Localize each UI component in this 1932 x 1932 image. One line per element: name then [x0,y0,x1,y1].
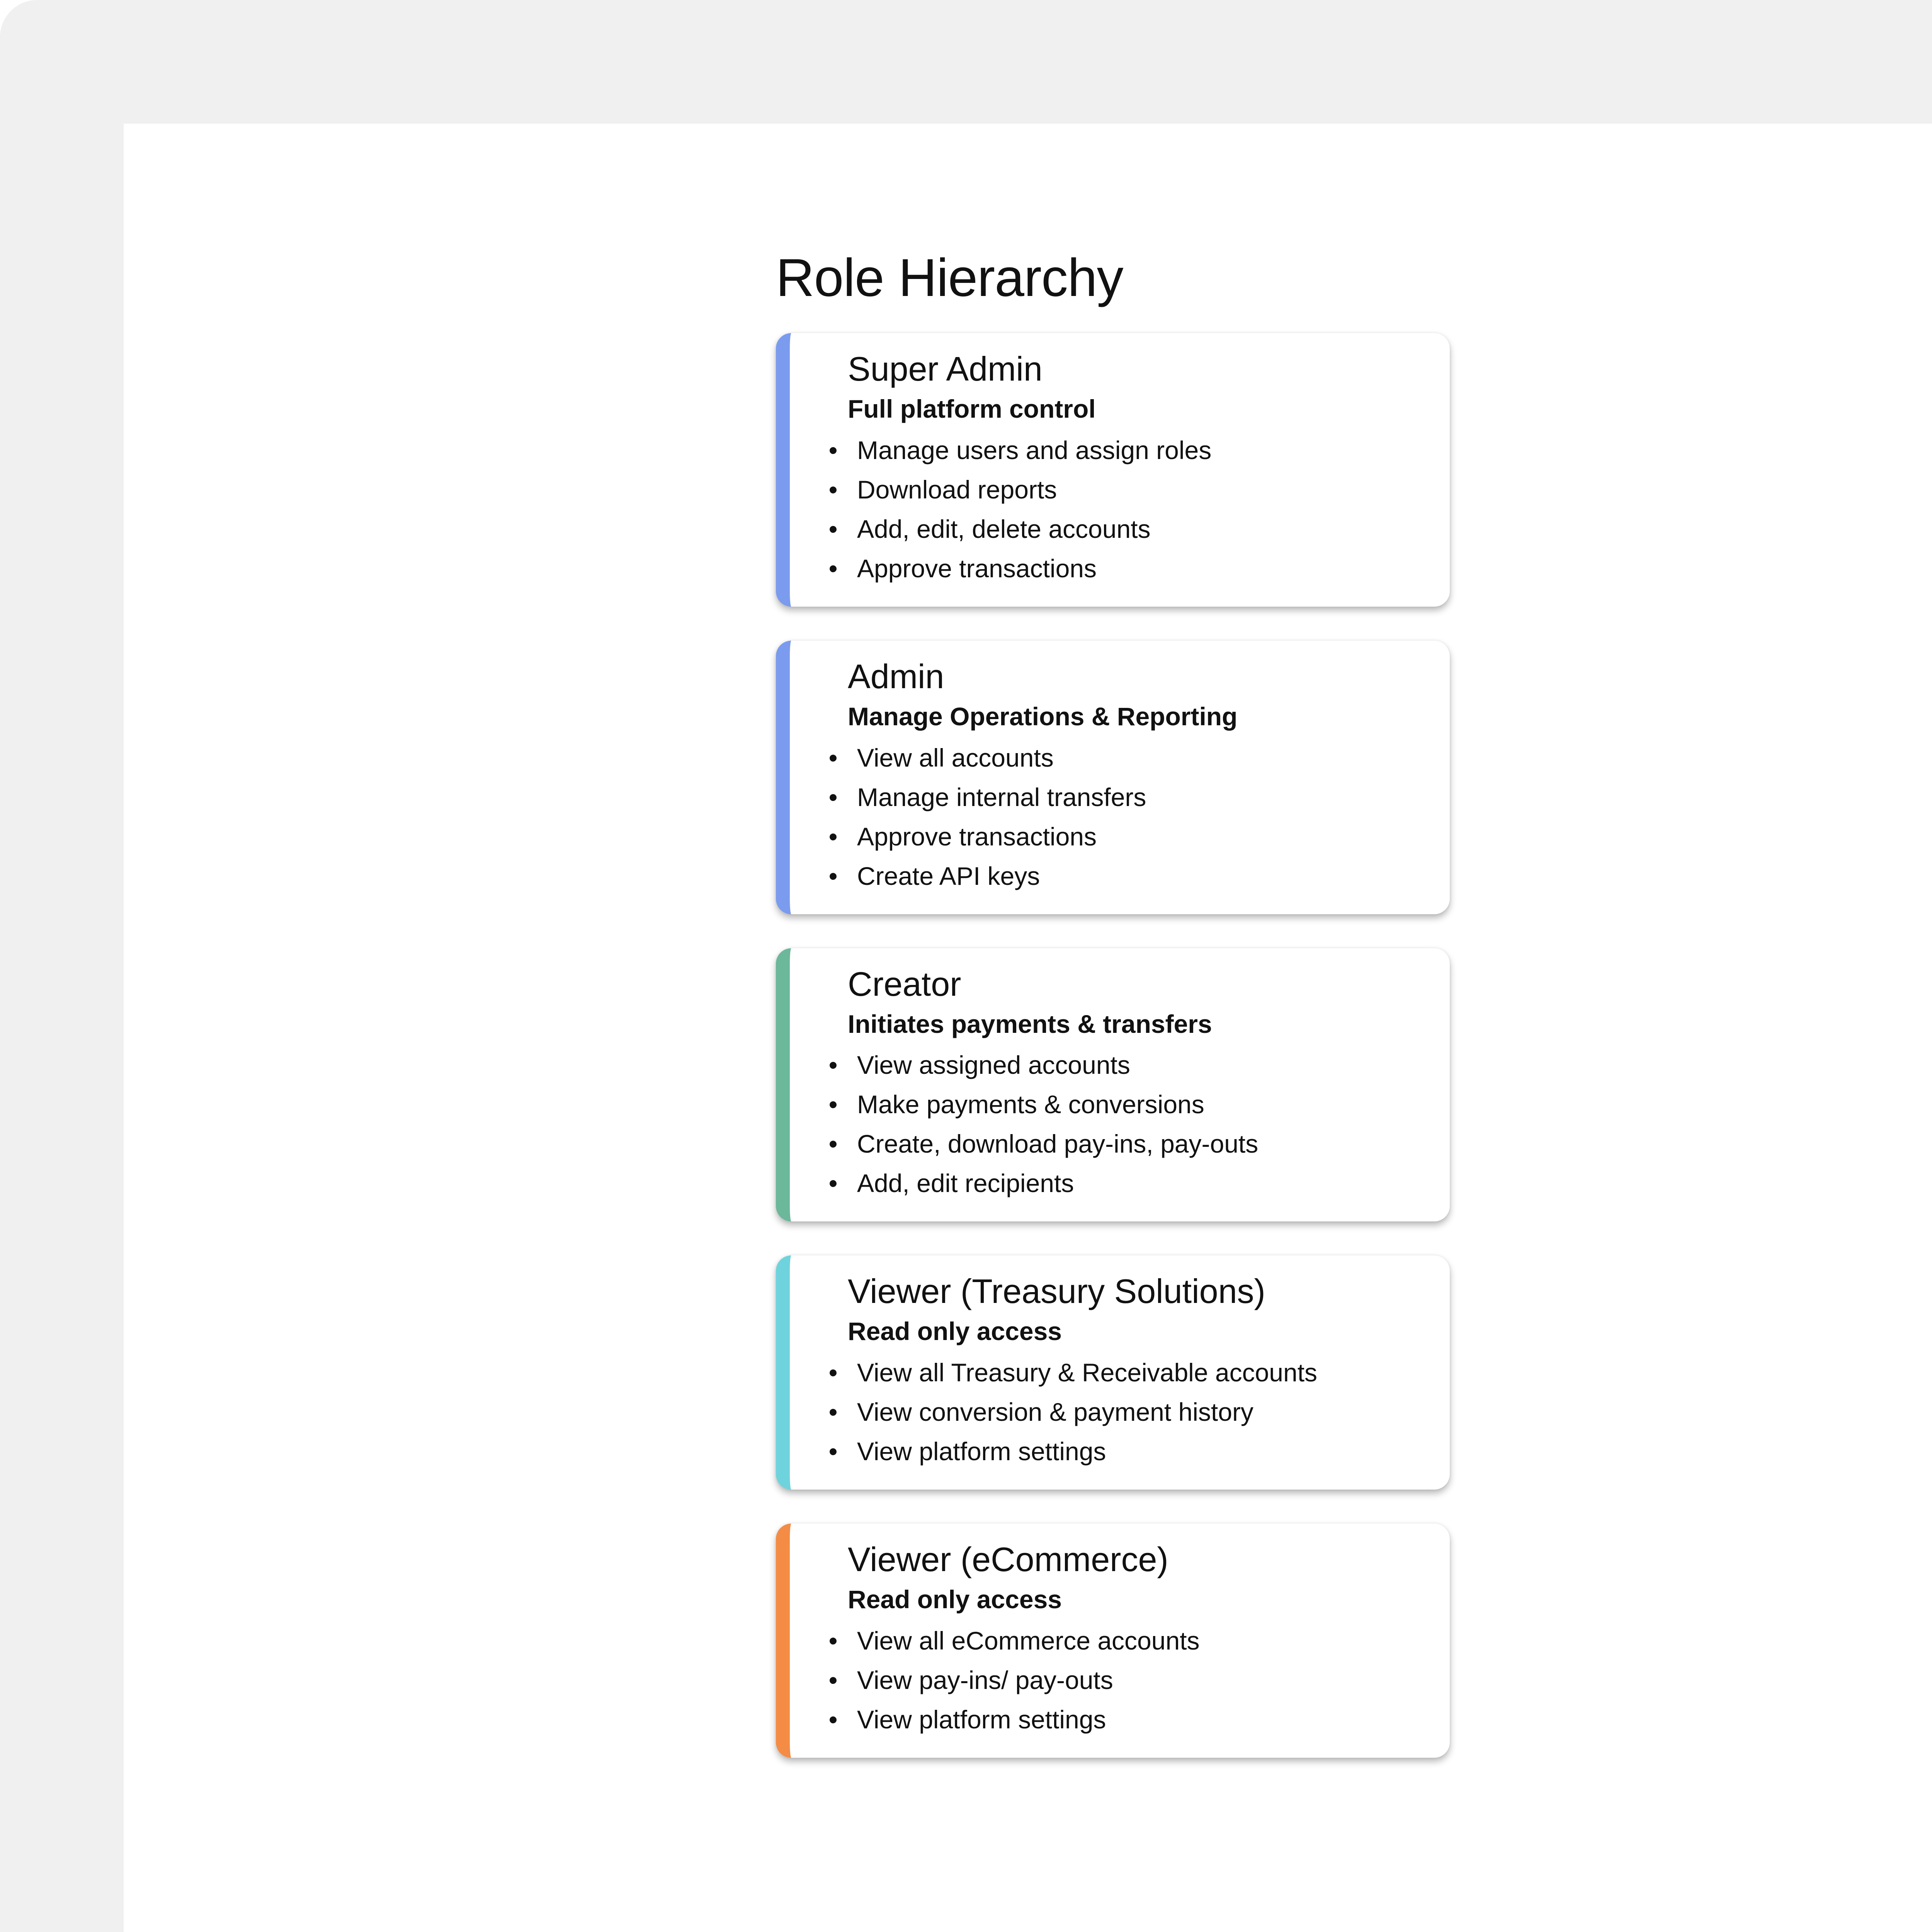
permission-item [828,430,1427,470]
permission-item [828,1621,1427,1660]
bullet-icon: • [828,782,838,811]
role-card-viewer-ecommerce [776,1524,1450,1758]
permission-list [828,1353,1427,1471]
permission-item [828,1392,1427,1432]
permission-text: View assigned accounts [857,1051,1130,1080]
permission-item [828,1085,1427,1124]
permission-item [828,1700,1427,1739]
role-subtitle: Read only access [848,1317,1062,1346]
role-subtitle: Initiates payments & transfers [848,1009,1212,1038]
bullet-icon: • [828,1090,838,1119]
permission-item [828,1660,1427,1700]
bullet-icon: • [828,1129,838,1158]
permission-item [828,817,1427,856]
permission-item [828,509,1427,549]
permission-text: View all eCommerce accounts [857,1626,1200,1655]
bullet-icon: • [828,1705,838,1734]
permission-list [828,1045,1427,1203]
permission-text: View platform settings [857,1705,1106,1734]
permission-text: View all Treasury & Receivable accounts [857,1358,1318,1387]
permission-text: Manage users and assign roles [857,435,1212,464]
bullet-icon: • [828,1626,838,1655]
bullet-icon: • [828,554,838,583]
permission-text: Add, edit, delete accounts [857,514,1151,543]
permission-item [828,1353,1427,1392]
bullet-icon: • [828,1169,838,1198]
page-title: Role Hierarchy [776,248,1123,308]
permission-text: Approve transactions [857,554,1097,583]
role-subtitle: Manage Operations & Reporting [848,702,1238,731]
role-name: Viewer (Treasury Solutions) [848,1272,1265,1311]
role-card-admin [776,641,1450,914]
permission-list [828,430,1427,588]
role-subtitle: Read only access [848,1585,1062,1614]
role-hierarchy-panel [776,248,1450,1792]
permission-text: View all accounts [857,743,1054,772]
permission-item [828,1124,1427,1163]
permission-text: Download reports [857,475,1057,504]
bullet-icon: • [828,1358,838,1387]
role-name: Admin [848,657,944,696]
permission-item [828,738,1427,777]
bullet-icon: • [828,861,838,890]
permission-item [828,777,1427,817]
permission-item [828,470,1427,509]
permission-text: Make payments & conversions [857,1090,1204,1119]
permission-item [828,1163,1427,1203]
permission-text: View pay-ins/ pay-outs [857,1665,1113,1694]
bullet-icon: • [828,475,838,504]
role-name: Viewer (eCommerce) [848,1540,1168,1579]
bullet-icon: • [828,435,838,464]
role-name: Super Admin [848,350,1043,388]
bullet-icon: • [828,1398,838,1427]
permission-text: Create API keys [857,861,1040,890]
bullet-icon: • [828,1665,838,1694]
role-name: Creator [848,964,961,1003]
role-card-viewer-treasury [776,1255,1450,1490]
role-list [776,333,1450,1758]
bullet-icon: • [828,822,838,851]
canvas [124,124,1932,1932]
permission-text: View platform settings [857,1437,1106,1466]
bullet-icon: • [828,1051,838,1080]
permission-item [828,1432,1427,1471]
permission-list [828,1621,1427,1739]
bullet-icon: • [828,514,838,543]
permission-text: Approve transactions [857,822,1097,851]
permission-text: Create, download pay-ins, pay-outs [857,1129,1259,1158]
permission-item [828,1045,1427,1085]
bullet-icon: • [828,1437,838,1466]
bullet-icon: • [828,743,838,772]
permission-text: Manage internal transfers [857,782,1146,811]
permission-text: Add, edit recipients [857,1169,1074,1198]
permission-item [828,856,1427,896]
permission-item [828,549,1427,588]
role-card-super-admin [776,333,1450,607]
role-card-creator [776,948,1450,1222]
permission-list [828,738,1427,896]
permission-text: View conversion & payment history [857,1398,1253,1427]
role-subtitle: Full platform control [848,395,1096,423]
